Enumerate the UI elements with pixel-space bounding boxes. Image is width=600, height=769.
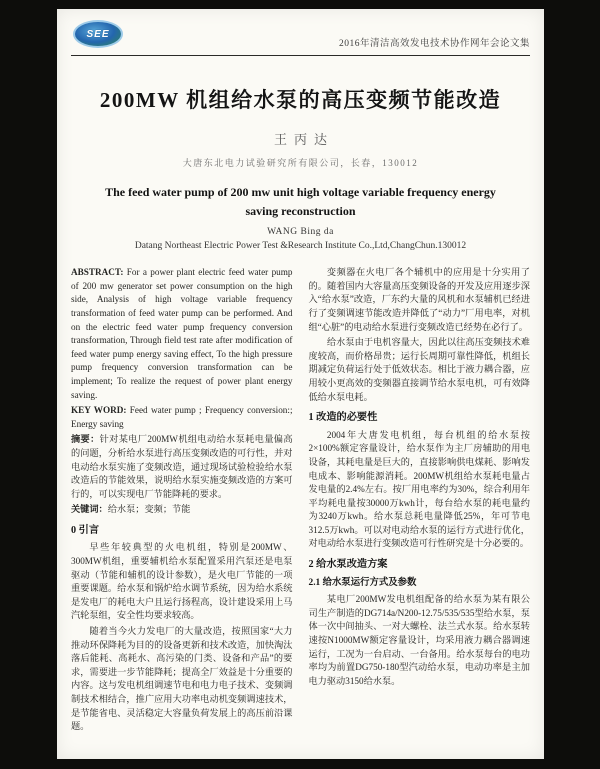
intro-paragraph-2: 随着当今火力发电厂的大量改造，按照国家“大力推动环保降耗为目的的设备更新和技术改造，加快淘汰落后能耗、高耗水、高污染的门类、设备和产品”的要求，需要进一步节能降耗；提高全厂效益是十分重要的内容。这与发电机组调速节电和电力电子技术、变频调制技术相结合，推广应用大功率电动机变频调速技术，是节能省电、灵活稳定大容量负荷发展上的高压前沿课题。 xyxy=(71,626,293,732)
abstract-label: ABSTRACT: xyxy=(71,267,124,278)
keywords-cn-label: 关键词： xyxy=(71,504,108,515)
keywords-cn-text: 给水泵；变频；节能 xyxy=(107,504,191,515)
abstract-en xyxy=(71,266,293,402)
conference-logo xyxy=(73,20,123,48)
proceedings-title: 2016年清洁高效发电技术协作网年会论文集 xyxy=(338,39,530,49)
header-divider xyxy=(71,55,530,56)
keywords-en xyxy=(71,404,293,431)
author-name-en: WANG Bing da xyxy=(267,227,334,238)
abstract-text: For a power plant electric feed water pump of 200 mw generator set power consumption on the high side, Analysis of high voltage variable frequency transformation of feed water pump can be performed. And on the electric feed water pump frequency conversion transformation, Through field test rate after modification of feed water pump energy saving effect, To the high pressure pump frequency conversion transformation can be implement; To realize the request of power plant energy saving. xyxy=(71,267,293,400)
body-paragraph-1: 变频器在火电厂各个辅机中的应用是十分实用了的。随着国内大容量高压变频设备的开发及应用逐步深入“给水泵”改造，厂东约大量的风机和水泵辅机已经进行了变频调速节能改造并降低了“动力”厂用电率，对机组“心脏”的电动给水泵进行变频改造已经势在必行了。 xyxy=(308,267,530,332)
body-paragraph-3: 2004年大唐发电机组，每台机组的给水泵按2×100%额定容量设计，给水泵作为主厂房辅助的用电设备，其耗电量是巨大的，直接影响供电煤耗、影响发电成本、影响能源消耗。200MW机组给水泵耗电量占发电量的2.4%左右。按厂用电率约为30%，综合利用年平均耗电量按30000万kwh计，每台给水泵的耗电量约为3240万kwh。给水泵总耗电量降低25%，年可节电312.5万kwh。可以对电动给水泵的运行方式进行优化，对电动给水泵进行变频改造可行性研究是十分必要的。 xyxy=(308,429,530,549)
paper-page xyxy=(57,9,544,759)
section-heading-2: 2 给水泵改造方案 xyxy=(308,559,388,571)
abstract-cn-text: 针对某电厂200MW机组电动给水泵耗电量偏高的问题，分析给水泵进行高压变频改造的可行性，并对电动给水泵实施了变频改造，通过现场试验检验给水泵改造后的节能效果，说明给水泵实施变频改造的方案可行的，可以实现电厂节能降耗的要求。 xyxy=(71,434,293,499)
abstract-cn-label: 摘要： xyxy=(71,434,100,445)
page-header xyxy=(71,17,530,51)
affiliation-en: Datang Northeast Electric Power Test &Research Institute Co.,Ltd,ChangChun.130012 xyxy=(134,241,467,252)
abstract-cn xyxy=(71,433,293,501)
paper-title-en: The feed water pump of 200 mw unit high voltage variable frequency energy saving reconstruction xyxy=(105,185,496,218)
paper-title-cn: 200MW 机组给水泵的高压变频节能改造 xyxy=(99,88,502,112)
keywords-cn xyxy=(71,503,293,517)
section-heading-0: 0 引言 xyxy=(71,524,100,536)
affiliation-cn: 大唐东北电力试验研究所有限公司，长春，130012 xyxy=(182,158,419,168)
section-heading-2-1: 2.1 给水泵运行方式及参数 xyxy=(308,577,417,588)
right-column xyxy=(309,266,531,759)
section-heading-1: 1 改造的必要性 xyxy=(308,412,378,424)
keywords-en-text: Feed water pump ; Frequency conversion:; Energy saving xyxy=(71,405,293,429)
author-name-cn: 王丙达 xyxy=(273,132,334,147)
logo-text: SEE xyxy=(86,28,110,40)
left-column xyxy=(71,266,293,759)
body-columns xyxy=(71,266,530,759)
body-paragraph-2: 给水泵由于电机容量大，因此以往高压变频技术难度较高，而价格昂贵；运行长周期可靠性降低，机组长期减定负荷运行处于低效状态。相比于液力耦合器，应用较小更高效的变频器直接调节给水泵电机，可有效降低给水泵电耗。 xyxy=(308,337,530,402)
body-paragraph-4: 某电厂200MW发电机组配备的给水泵为某有限公司生产制造的DG714a/N200-12.75/535/535型给水泵，泵体一次中间抽头、一对大螺栓、法兰式水泵。给水泵转速按N1000MW额定容量设计，均采用液力耦合器调速运行，工况为一台启动、一台备用。给水泵每台的电功率均为前置DG750-180型汽动给水泵，电动功率是主加电力驱动3150给水泵。 xyxy=(308,594,530,686)
intro-paragraph-1: 早些年较典型的火电机组，特别是200MW、300MW机组，重要辅机给水泵配置采用汽泵还是电泵驱动（节能和辅机的设计参数），是火电厂节能的一项重要课题。给水泵和锅炉给水调节系统，因为给水系统是发电厂的耗电大户且运行扬程高，设计建设采用上马汽轮泵组，安全性均要求较高。 xyxy=(71,542,293,621)
keywords-en-label: KEY WORD: xyxy=(71,405,127,416)
